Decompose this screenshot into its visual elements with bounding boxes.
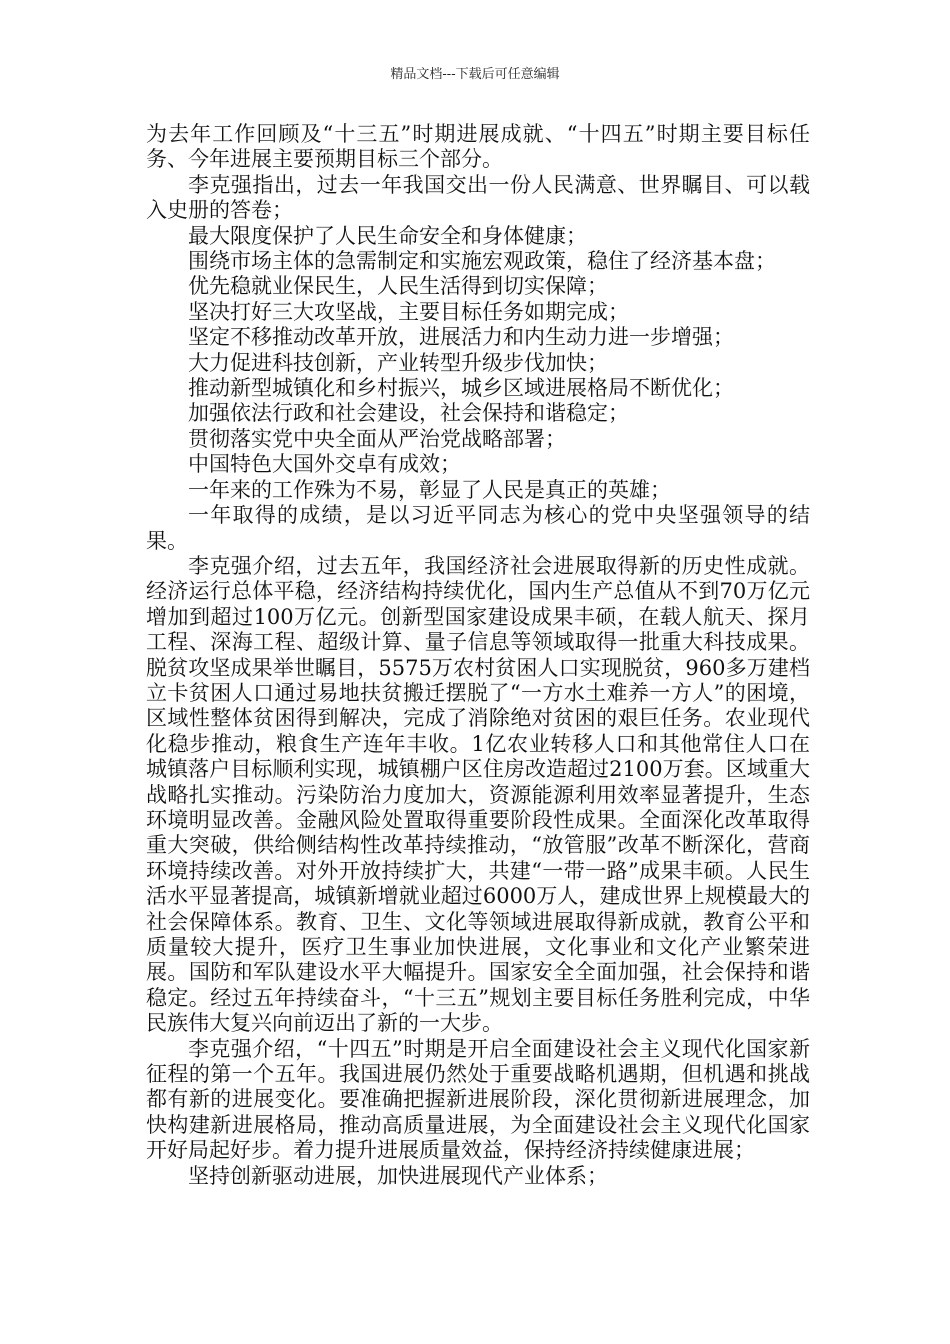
- paragraph: 一年来的工作殊为不易，彰显了人民是真正的英雄；: [188, 477, 671, 502]
- paragraph: 坚定不移推动改革开放，进展活力和内生动力进一步增强；: [188, 325, 734, 350]
- paragraph: 中国特色大国外交卓有成效；: [188, 452, 461, 477]
- paragraph: 李克强介绍，过去五年，我国经济社会进展取得新的历史性成就。经济运行总体平稳，经济结构持续优化，国内生产总值从不到70万亿元增加到超过100万亿元。创新型国家建设成果丰硕，在载人航天、探月工程、深海工程、超级计算、量子信息等领域取得一批重大科技成果。脱贫攻坚成果举世瞩目，5575万农村贫困人口实现脱贫，960多万建档立卡贫困人口通过易地扶贫搬迁摆脱了“一方水土难养一方人”的困境，区域性整体贫困得到解决，完成了消除绝对贫困的艰巨任务。农业现代化稳步推动，粮食生产连年丰收。1亿农业转移人口和其他常住人口在城镇落户目标顺利实现，城镇棚户区住房改造超过2100万套。区域重大战略扎实推动。污染防治力度加大，资源能源利用效率显著提升，生态环境明显改善。金融风险处置取得重要阶段性成果。全面深化改革取得重大突破，供给侧结构性改革持续推动，“放管服”改革不断深化，营商环境持续改善。对外开放持续扩大，共建“一带一路”成果丰硕。人民生活水平显著提高，城镇新增就业超过6000万人，建成世界上规模最大的社会保障体系。教育、卫生、文化等领域进展取得新成就，教育公平和质量较大提升，医疗卫生事业加快进展，文化事业和文化产业繁荣进展。国防和军队建设水平大幅提升。国家安全全面加强，社会保持和谐稳定。经过五年持续奋斗，“十三五”规划主要目标任务胜利完成，中华民族伟大复兴向前迈出了新的一大步。: [146, 553, 810, 1036]
- paragraph: 李克强介绍，“十四五”时期是开启全面建设社会主义现代化国家新征程的第一个五年。我国进展仍然处于重要战略机遇期，但机遇和挑战都有新的进展变化。要准确把握新进展阶段，深化贯彻新进展理念，加快构建新进展格局，推动高质量进展，为全面建设社会主义现代化国家开好局起好步。着力提升进展质量效益，保持经济持续健康进展；: [146, 1036, 810, 1163]
- paragraph: 李克强指出，过去一年我国交出一份人民满意、世界瞩目、可以载入史册的答卷；: [146, 172, 810, 223]
- paragraph: 为去年工作回顾及“十三五”时期进展成就、“十四五”时期主要目标任务、今年进展主要预期目标三个部分。: [146, 122, 810, 172]
- page-header: 精品文档---下载后可任意编辑: [390, 67, 560, 82]
- paragraph: 最大限度保护了人民生命安全和身体健康；: [188, 223, 587, 248]
- paragraph: 推动新型城镇化和乡村振兴，城乡区域进展格局不断优化；: [188, 376, 734, 401]
- paragraph: 优先稳就业保民生，人民生活得到切实保障；: [188, 274, 608, 299]
- paragraph: 贯彻落实党中央全面从严治党战略部署；: [188, 426, 566, 451]
- paragraph: 大力促进科技创新，产业转型升级步伐加快；: [188, 350, 608, 375]
- paragraph: 坚决打好三大攻坚战，主要目标任务如期完成；: [188, 299, 629, 324]
- paragraph: 加强依法行政和社会建设，社会保持和谐稳定；: [188, 401, 629, 426]
- document-body: [146, 122, 810, 1189]
- paragraph: 围绕市场主体的急需制定和实施宏观政策，稳住了经济基本盘；: [188, 249, 776, 274]
- paragraph: 一年取得的成绩，是以习近平同志为核心的党中央坚强领导的结果。: [146, 503, 810, 553]
- paragraph: 坚持创新驱动进展，加快进展现代产业体系；: [188, 1163, 608, 1188]
